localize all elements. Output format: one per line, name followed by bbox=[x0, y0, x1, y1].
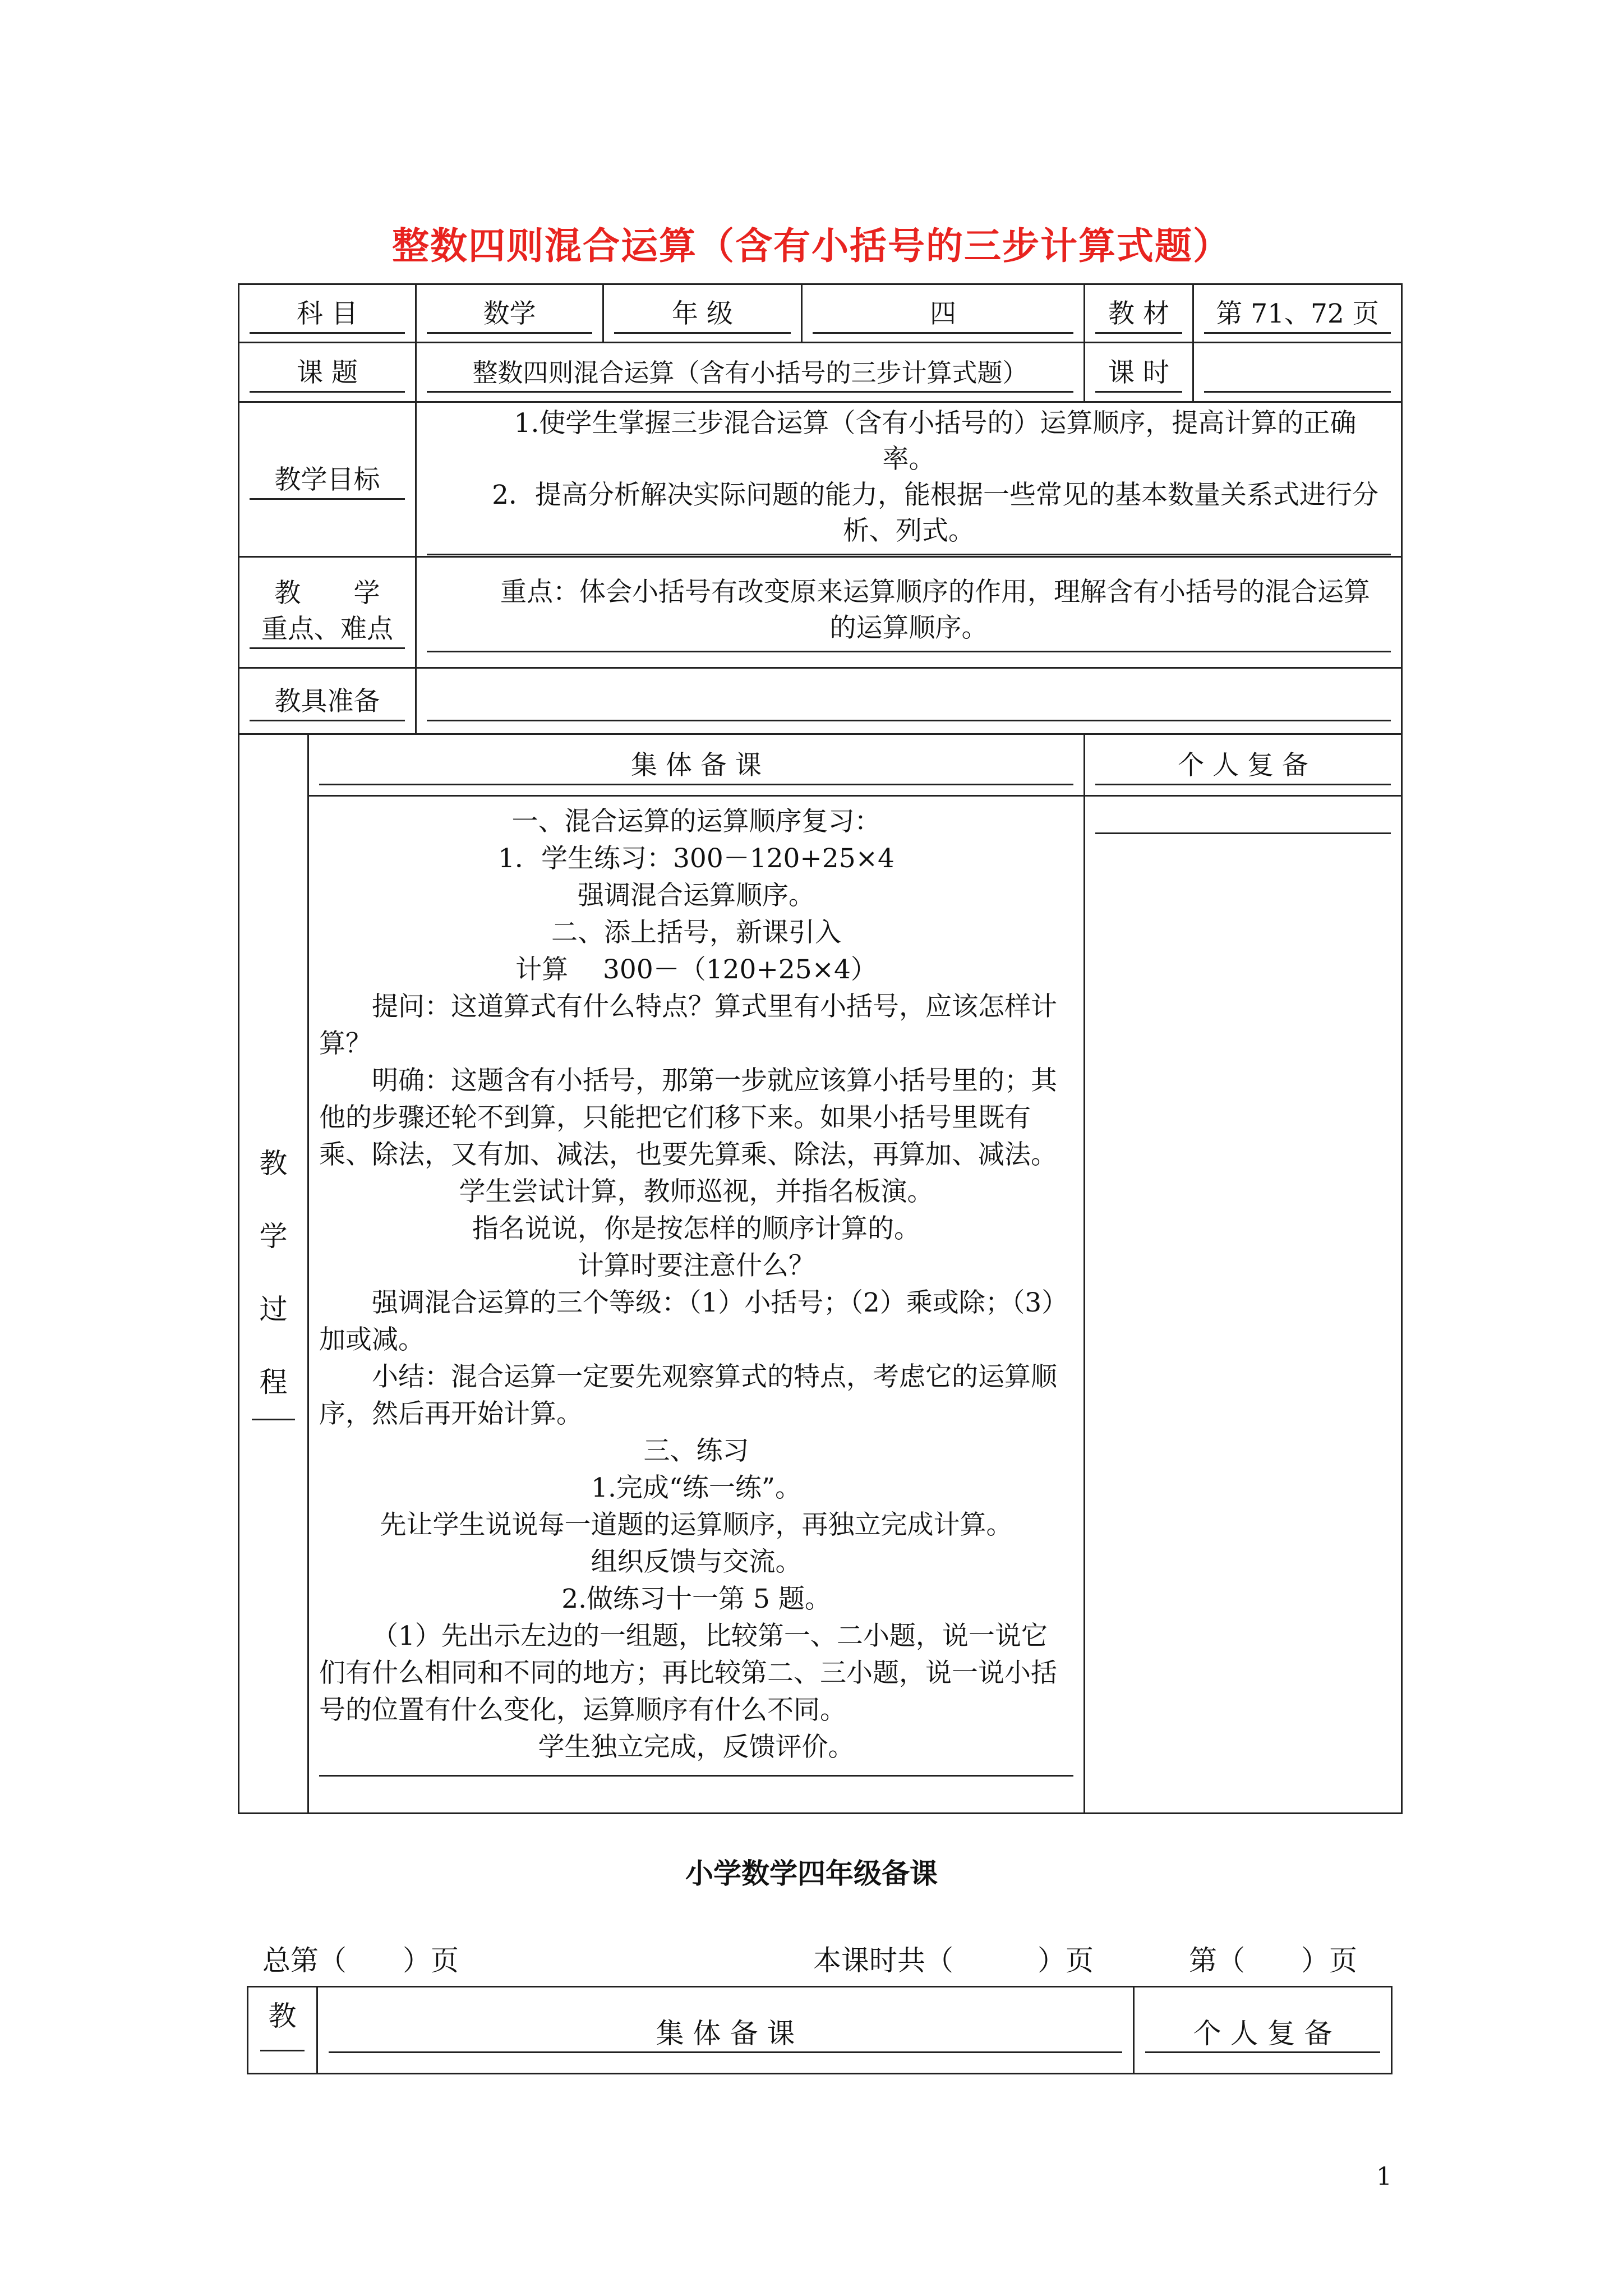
process-line: 1．学生练习：300－120+25×4 bbox=[498, 843, 895, 874]
grade-value-cell: 四 bbox=[802, 284, 1085, 343]
process-side-char: 学 bbox=[259, 1220, 288, 1253]
topic-label-cell: 课 题 bbox=[239, 343, 416, 402]
process-line: 明确：这题含有小括号，那第一步就应该算小括号里的；其他的步骤还轮不到算，只能把它们移下来。如果小括号里既有乘、除法，又有加、减法，也要先算乘、除法，再算加、减法。 bbox=[319, 1065, 1057, 1170]
lesson-pages-label: 本课时共（ ）页 bbox=[813, 1944, 1094, 1977]
period-label-cell: 课 时 bbox=[1085, 343, 1193, 402]
process-line: 二、添上括号，新课引入 bbox=[551, 917, 841, 948]
second-group-header-cell: 集 体 备 课 bbox=[317, 1987, 1134, 2074]
process-content bbox=[319, 797, 1073, 1777]
period-value-cell bbox=[1193, 343, 1402, 402]
process-line: 先让学生说说每一道题的运算顺序，再独立完成计算。 bbox=[380, 1510, 1013, 1540]
subject-label-cell: 科 目 bbox=[239, 284, 416, 343]
process-side-char: 程 bbox=[259, 1366, 288, 1398]
process-line: 一、混合运算的运算顺序复习： bbox=[511, 806, 881, 837]
process-line: 提问：这道算式有什么特点？算式里有小括号，应该怎样计算？ bbox=[319, 991, 1057, 1059]
objective-1: 1.使学生掌握三步混合运算（含有小括号的）运算顺序，提高计算的正确率。 bbox=[514, 408, 1357, 475]
process-line: 2.做练习十一第 5 题。 bbox=[561, 1584, 831, 1614]
document-title: 整数四则混合运算（含有小括号的三步计算式题） bbox=[392, 224, 1231, 268]
textbook-label-cell: 教 材 bbox=[1085, 284, 1193, 343]
page-number: 1 bbox=[1376, 2162, 1392, 2191]
process-line: 强调混合运算的三个等级：（1）小括号；（2）乘或除；（3）加或减。 bbox=[319, 1287, 1068, 1355]
process-line: 学生尝试计算，教师巡视，并指名板演。 bbox=[459, 1176, 934, 1207]
process-line: 强调混合运算顺序。 bbox=[578, 880, 815, 911]
materials-cell bbox=[416, 668, 1402, 734]
process-line: 三、练习 bbox=[643, 1435, 749, 1466]
process-line: 计算 300－（120+25×4） bbox=[515, 954, 877, 985]
group-header-cell: 集 体 备 课 bbox=[308, 734, 1085, 796]
objective-2: 2．提高分析解决实际问题的能力，能根据一些常见的基本数量关系式进行分析、列式。 bbox=[492, 480, 1378, 546]
personal-header-cell: 个 人 复 备 bbox=[1085, 734, 1402, 796]
second-side-label: 教 bbox=[268, 2000, 297, 2032]
textbook-value-cell: 第 71、72 页 bbox=[1193, 284, 1402, 343]
second-plan-table bbox=[247, 1986, 1393, 2074]
process-side-char: 过 bbox=[259, 1293, 288, 1326]
process-line: （1）先出示左边的一组题，比较第一、二小题，说一说它们有什么相同和不同的地方；再比较第二、三小题，说一说小括号的位置有什么变化，运算顺序有什么不同。 bbox=[319, 1621, 1057, 1726]
second-side-cell bbox=[248, 1987, 317, 2074]
process-line: 小结：混合运算一定要先观察算式的特点，考虑它的运算顺序，然后再开始计算。 bbox=[319, 1361, 1057, 1429]
second-personal-header-cell: 个 人 复 备 bbox=[1134, 1987, 1392, 2074]
topic-value-cell: 整数四则混合运算（含有小括号的三步计算式题） bbox=[416, 343, 1085, 402]
process-line: 学生独立完成，反馈评价。 bbox=[538, 1732, 855, 1763]
objectives-cell bbox=[416, 402, 1402, 557]
keypoints-cell bbox=[416, 557, 1402, 668]
process-content-cell bbox=[308, 796, 1085, 1814]
lesson-plan-table bbox=[238, 283, 1403, 1814]
process-line: 指名说说，你是按怎样的顺序计算的。 bbox=[472, 1213, 920, 1244]
subject-value-cell: 数学 bbox=[416, 284, 603, 343]
personal-content-cell bbox=[1085, 796, 1402, 1814]
process-line: 1.完成“练一练”。 bbox=[591, 1473, 801, 1503]
keypoints-label-cell: 教 学 重点、难点 bbox=[239, 557, 416, 668]
section-title: 小学数学四年级备课 bbox=[685, 1857, 938, 1890]
page-no-label: 第（ ）页 bbox=[1189, 1944, 1357, 1977]
materials-label-cell: 教具准备 bbox=[239, 668, 416, 734]
objectives-label-cell: 教学目标 bbox=[239, 402, 416, 557]
process-side-cell bbox=[239, 734, 308, 1814]
grade-label-cell: 年 级 bbox=[603, 284, 802, 343]
keypoints-text: 重点：体会小括号有改变原来运算顺序的作用，理解含有小括号的混合运算的运算顺序。 bbox=[500, 577, 1371, 643]
process-line: 组织反馈与交流。 bbox=[591, 1547, 802, 1577]
process-line: 计算时要注意什么？ bbox=[578, 1250, 815, 1281]
process-side-char: 教 bbox=[259, 1147, 288, 1180]
total-page-label: 总第（ ）页 bbox=[262, 1944, 459, 1977]
